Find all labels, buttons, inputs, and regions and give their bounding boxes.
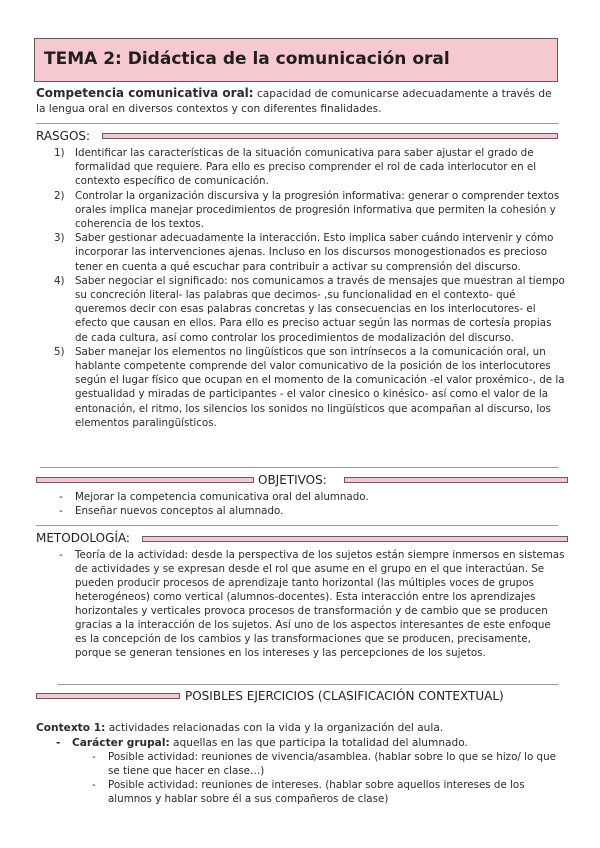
rasgos-bar bbox=[102, 133, 558, 139]
divider bbox=[36, 525, 558, 526]
list-item: 4) Saber negociar el significado: nos comunicamos a través de mensajes que muestran al tiempo su concreción literal- las palabras que decimos- ,su funcionalidad en el contexto- qué queremos decir con esas palabras concretas y las consecuencias en los interlocutores- el efecto que causan en ellos. Para ello es preciso actuar según las normas de cortesía propias de cada cultura, así como controlar los procedimientos de modalización del discurso. bbox=[54, 274, 565, 344]
divider bbox=[36, 123, 558, 124]
divider bbox=[58, 684, 558, 685]
metodologia-bar bbox=[142, 536, 568, 542]
definition-paragraph bbox=[36, 86, 556, 117]
objetivos-heading: OBJETIVOS: bbox=[258, 473, 327, 487]
caracter-line: - Carácter grupal: aquellas en las que participa la totalidad del alumnado. bbox=[56, 737, 468, 749]
context-line: Contexto 1: actividades relacionadas con la vida y la organización del aula. bbox=[36, 722, 444, 734]
list-item: - Teoría de la actividad: desde la perspectiva de los sujetos están siempre inmersos en sistemas de actividades y se expresan desde el rol que asume en el grupo en el que interactúan. Se pueden producir procesos de aprendizaje tanto horizontal (las múltiples voces de grupos heterogéneos) como vertical (alumnos-docentes). Esta interacción entre los aprendizajes horizontales y verticales provoca procesos de transformación y de cambio que se producen gracias a la interacción de los sujetos. Así uno de los aspectos interesantes de este enfoque es la concepción de los cambios y las transformaciones que se producen, precisamente, porque se generan tensiones en los intereses y las percepciones de los sujetos. bbox=[59, 549, 565, 659]
metodologia-list bbox=[59, 548, 565, 660]
ejercicios-heading: POSIBLES EJERCICIOS (CLASIFICACIÓN CONTEXTUAL) bbox=[185, 689, 504, 703]
definition-text: capacidad de comunicarse adecuadamente a través de la lengua oral en diversos contextos y con diferentes finalidades. bbox=[36, 88, 552, 115]
activities-list bbox=[92, 750, 560, 806]
list-item: - Enseñar nuevos conceptos al alumnado. bbox=[59, 505, 284, 517]
definition-term: Competencia comunicativa oral: bbox=[36, 86, 254, 100]
page-title: TEMA 2: Didáctica de la comunicación oral bbox=[44, 49, 450, 69]
rasgos-heading: RASGOS: bbox=[36, 129, 91, 143]
divider bbox=[40, 467, 558, 468]
rasgos-list bbox=[40, 146, 565, 430]
objetivos-list bbox=[59, 490, 565, 518]
title-box bbox=[34, 38, 558, 82]
list-item: 2) Controlar la organización discursiva y la progresión informativa: generar o comprender textos orales implica manejar procedimientos de progresión informativa que permiten la cohesión y coherencia de los textos. bbox=[54, 189, 560, 231]
metodologia-heading: METODOLOGÍA: bbox=[36, 531, 130, 545]
list-item: 3) Saber gestionar adecuadamente la interacción. Esto implica saber cuándo intervenir y cómo incorporar las intervenciones ajenas. Incluso en los discursos monogestionados es precioso tener en cuenta a qué escuchar para contribuir a activar su comprensión del discurso. bbox=[54, 232, 554, 273]
objetivos-bar-left bbox=[36, 477, 254, 483]
objetivos-bar-right bbox=[344, 477, 568, 483]
list-item: 5) Saber manejar los elementos no lingüísticos que son intrínsecos a la comunicación oral, un hablante competente comprende del valor comunicativo de la posición de los interlocutores según el lugar físico que ocupan en el momento de la comunicación -el valor proxémico-, de la gestualidad y miradas de participantes - el valor cinesico o kinésico- así como el valor de la entonación, el ritmo, los silencios los sonidos no lingüísticos que acompañan al discurso, los elementos paralingüísticos. bbox=[54, 345, 565, 429]
list-item: - Posible actividad: reuniones de vivencia/asamblea. (hablar sobre lo que se hizo/ lo que se tiene que hacer en clase…) bbox=[92, 751, 556, 777]
ejercicios-bar bbox=[36, 693, 180, 699]
list-item: 1) Identificar las características de la situación comunicativa para saber ajustar el grado de formalidad que requiere. Para ello es preciso comprender el rol de cada interlocutor en el contexto específico de comunicación. bbox=[54, 147, 537, 188]
list-item: - Posible actividad: reuniones de intereses. (hablar sobre aquellos intereses de los alumnos y hablar sobre él a sus compañeros de clase) bbox=[92, 779, 525, 805]
list-item: - Mejorar la competencia comunicativa oral del alumnado. bbox=[59, 491, 369, 503]
